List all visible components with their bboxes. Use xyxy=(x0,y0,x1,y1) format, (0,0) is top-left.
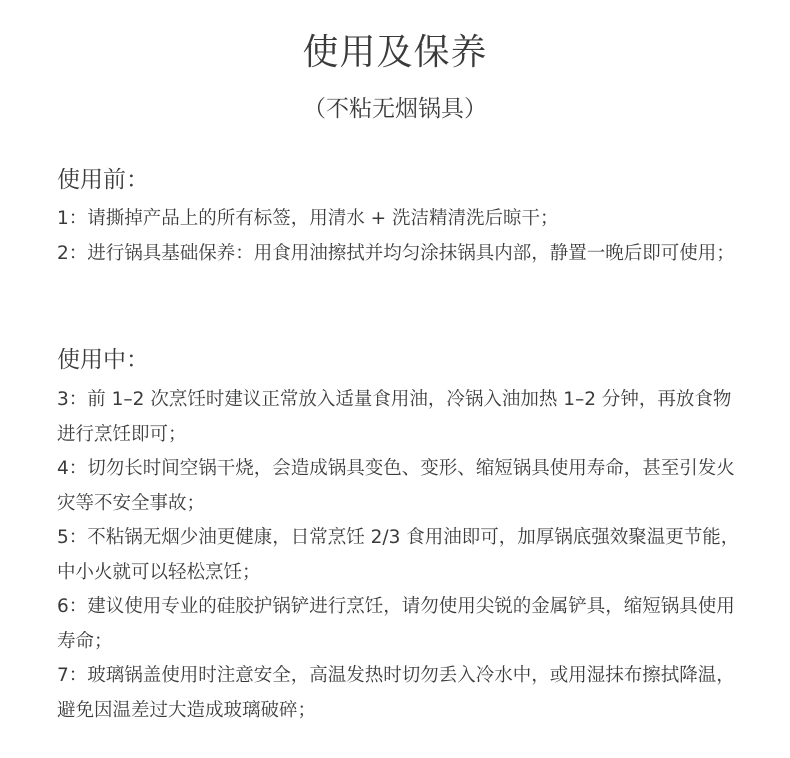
instruction-item: 1：请撕掉产品上的所有标签，用清水 + 洗洁精清洗后晾干； xyxy=(57,208,559,229)
instruction-item: 4：切勿长时间空锅干烧，会造成锅具变色、变形、缩短锅具使用寿命，甚至引发火灾等不安全事故； xyxy=(57,458,735,514)
instruction-item: 7：玻璃锅盖使用时注意安全，高温发热时切勿丢入冷水中，或用湿抹布擦拭降温，避免因温差过大造成玻璃破碎； xyxy=(57,665,735,721)
before-use-section xyxy=(57,162,757,271)
page-subtitle: （不粘无烟锅具） xyxy=(303,96,487,122)
before-use-list xyxy=(57,202,757,271)
instruction-item: 5：不粘锅无烟少油更健康，日常烹饪 2/3 食用油即可，加厚锅底强效聚温更节能，中小火就可以轻松烹饪； xyxy=(57,527,740,583)
instruction-item: 6：建议使用专业的硅胶护锅铲进行烹饪，请勿使用尖锐的金属铲具，缩短锅具使用寿命； xyxy=(57,596,735,652)
instruction-item: 2：进行锅具基础保养：用食用油擦拭并均匀涂抹锅具内部，静置一晚后即可使用； xyxy=(57,242,735,264)
during-use-section xyxy=(57,342,757,728)
page-title: 使用及保养 xyxy=(302,32,488,73)
during-use-heading: 使用中： xyxy=(57,347,149,373)
during-use-list xyxy=(57,383,757,728)
instruction-item: 3：前 1–2 次烹饪时建议正常放入适量食用油，冷锅入油加热 1–2 分钟，再放食物进行烹饪即可； xyxy=(57,389,732,445)
before-use-heading: 使用前： xyxy=(57,167,149,193)
